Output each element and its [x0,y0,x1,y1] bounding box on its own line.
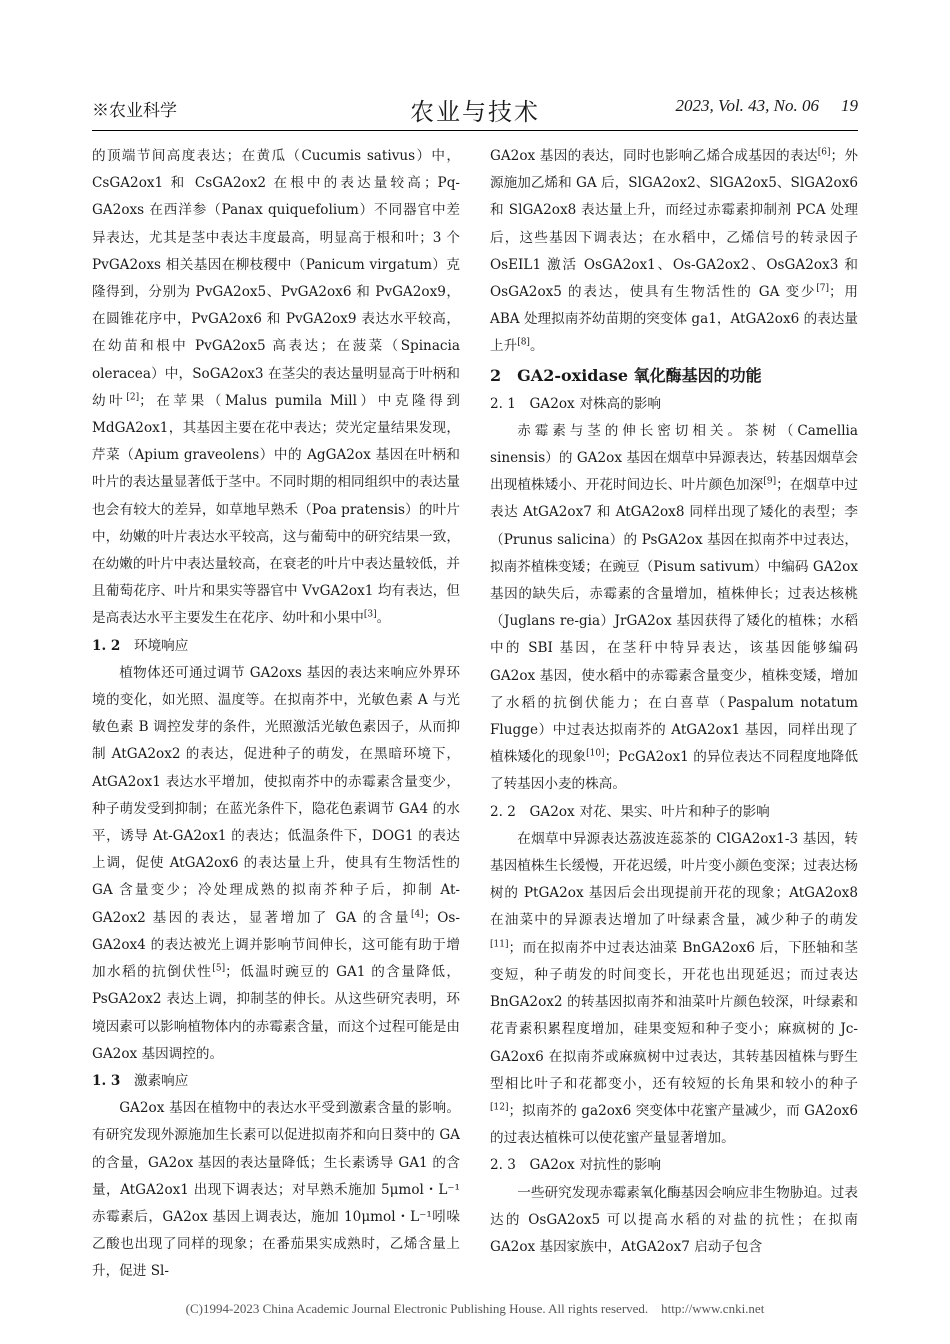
subsection-heading: 1. 3 激素响应 [92,1072,189,1089]
paragraph: GA2ox 基因在植物中的表达水平受到激素含量的影响。有研究发现外源施加生长素可以促进拟南芥和向日葵中的 GA 的含量，GA2ox 基因的表达量降低；生长素诱导 GA1 的含量，AtGA2ox1 出现下调表达；对早熟禾施加 5μmol・L⁻¹赤霉素后，GA2ox 基因上调表达，施加 10μmol・L⁻¹吲哚乙酸也出现了同样的现象；在番茄果实成熟时，乙烯含量上升，促进 Sl- [92,1100,460,1280]
citation[interactable]: [5] [212,963,226,974]
subsection-heading: 2. 1 GA2ox 对株高的影响 [490,395,662,412]
citation[interactable]: [2] [126,392,140,403]
subsection-heading: 2. 2 GA2ox 对花、果实、叶片和种子的影响 [490,803,770,820]
paragraph: 在烟草中异源表达荔波连蕊茶的 ClGA2ox1-3 基因，转基因植株生长缓慢，开花迟缓，叶片变小颜色变深；过表达杨树的 PtGA2ox 基因后会出现提前开花的现象；AtGA2ox8 在油菜中的异源表达增加了叶绿素含量，减少种子的萌发[11]；而在拟南芥中过表达油菜 BnGA2ox6 后，下胚轴和茎变短，种子萌发的时间变长，开花也出现延迟；而过表达 BnGA2ox2 的转基因拟南芥和油菜叶片颜色较深，叶绿素和花青素积累程度增加，硅果变短和种子变小；麻疯树的 Jc-GA2ox6 在拟南芥或麻疯树中过表达，其转基因植株与野生型相比叶子和花都变小，还有较短的长角果和较小的种子[12]；拟南芥的 ga2ox6 突变体中花蜜产量减少，而 GA2ox6 的过表达植株可以使花蜜产量显著增加。 [490,830,858,1147]
page-number: 19 [841,96,858,115]
paragraph: 的顶端节间高度表达；在黄瓜（Cucumis sativus）中，CsGA2ox1 和 CsGA2ox2 在根中的表达量较高；Pq-GA2oxs 在西洋参（Panax quiquefolium）不同器官中差异表达，尤其是茎中表达丰度最高，明显高于根和叶；3 个 PvGA2oxs 相关基因在柳枝稷中（Panicum virgatum）克隆得到，分别为 PvGA2ox5、PvGA2ox6 和 PvGA2ox9，在圆锥花序中，PvGA2ox6 和 PvGA2ox9 表达水平较高，在幼苗和根中 PvGA2ox5 高表达；在菠菜（Spinacia oleracea）中，SoGA2ox3 在茎尖的表达量明显高于叶柄和幼叶[2]；在苹果（Malus pumila Mill）中克隆得到 MdGA2ox1，其基因主要在花中表达；荧光定量结果发现，芹菜（Apium graveolens）中的 AgGA2ox 基因在叶柄和叶片的表达量显著低于茎中。不同时期的相同组织中的表达量也会有较大的差异，如草地早熟禾（Poa pratensis）的叶片中，幼嫩的叶片表达水平较高，这与葡萄中的研究结果一致，在幼嫩的叶片中表达量较高，在衰老的叶片中表达量较低，并且葡萄花序、叶片和果实等器官中 VvGA2ox1 均有表达，但是高表达水平主要发生在花序、幼叶和小果中[3]。 [92,148,460,627]
left-column [92,143,460,1286]
subsection-heading: 2. 3 GA2ox 对抗性的影响 [490,1157,662,1174]
right-column [490,143,858,1261]
running-header [92,92,858,126]
copyright-footer: (C)1994-2023 China Academic Journal Electronic Publishing House. All rights reserved. http://www.cnki.net [185,1301,765,1316]
section-heading: 2 GA2-oxidase 氧化酶基因的功能 [490,365,762,385]
paragraph: 植物体还可通过调节 GA2oxs 基因的表达来响应外界环境的变化，如光照、温度等。在拟南芥中，光敏色素 A 与光敏色素 B 调控发芽的条件，光照激活光敏色素因子，从而抑制 AtGA2ox2 的表达，促进种子的萌发，在黑暗环境下，AtGA2ox1 表达水平增加，使拟南芥中的赤霉素含量变少，种子萌发受到抑制；在蓝光条件下，隐花色素调节 GA4 的水平，诱导 At-GA2ox1 的表达；低温条件下，DOG1 的表达上调，促使 AtGA2ox6 的表达量上升，使具有生物活性的 GA 含量变少；冷处理成熟的拟南芥种子后，抑制 At-GA2ox2 基因的表达，显著增加了 GA 的含量[4]；Os-GA2ox4 的表达被光上调并影响节间伸长，这可能有助于增加水稻的抗倒伏性[5]；低温时豌豆的 GA1 的含量降低，PsGA2ox2 表达上调，抑制茎的伸长。从这些研究表明，环境因素可以影响植物体内的赤霉素含量，而这个过程可能是由 GA2ox 基因调控的。 [92,664,461,1062]
header-rule [92,130,858,131]
citation[interactable]: [7] [816,283,830,294]
paragraph: 一些研究发现赤霉素氧化酶基因会响应非生物胁迫。过表达的 OsGA2ox5 可以提高水稻的对盐的抗性；在拟南 GA2ox 基因家族中，AtGA2ox7 启动子包含 [490,1184,858,1255]
volume-issue: 2023, Vol. 43, No. 06 [675,96,819,115]
citation[interactable]: [4] [410,909,424,920]
citation[interactable]: [3] [363,609,377,620]
issue-info [675,96,858,116]
paragraph: GA2ox 基因的表达，同时也影响乙烯合成基因的表达[6]；外源施加乙烯和 GA 后，SlGA2ox2、SlGA2ox5、SlGA2ox6 和 SlGA2ox8 表达量上升，而经过赤霉素抑制剂 PCA 处理后，这些基因下调表达；在水稻中，乙烯信号的转录因子 OsEIL1 激活 OsGA2ox1、Os-GA2ox2、OsGA2ox3 和 OsGA2ox5 的表达，使具有生物活性的 GA 变少[7]；用 ABA 处理拟南芥幼苗期的突变体 ga1，AtGA2ox6 的表达量上升[8]。 [490,147,859,355]
citation[interactable]: [12] [490,1102,509,1113]
paragraph: 赤霉素与茎的伸长密切相关。茶树（Camellia sinensis）的 GA2ox 基因在烟草中异源表达，转基因烟草会出现植株矮小、开花时间边长、叶片颜色加深[9]；在烟草中过表达 AtGA2ox7 和 AtGA2ox8 同样出现了矮化的表型；李（Prunus salicina）的 PsGA2ox 基因在拟南芥中过表达，拟南芥植株变矮；在豌豆（Pisum sativum）中编码 GA2ox 基因的缺失后，赤霉素的含量增加，植株伸长；过表达核桃（Juglans re-gia）JrGA2ox 基因获得了矮化的植株；水稻中的 SBI 基因，在茎秆中特异表达，该基因能够编码 GA2ox 基因，使水稻中的赤霉素含量变少，植株变矮，增加了水稻的抗倒伏能力；在白喜草（Paspalum notatum Flugge）中过表达拟南芥的 AtGA2ox1 基因，同样出现了植株矮化的现象[10]；PcGA2ox1 的异位表达不同程度地降低了转基因小麦的株高。 [490,422,859,793]
citation[interactable]: [6] [817,147,831,158]
citation[interactable]: [8] [517,337,530,348]
section-label: ※农业科学 [92,101,177,121]
citation[interactable]: [10] [586,748,605,759]
citation[interactable]: [9] [763,476,777,487]
subsection-heading: 1. 2 环境响应 [92,637,189,654]
citation[interactable]: [11] [490,939,509,950]
journal-title: 农业与技术 [410,98,540,126]
